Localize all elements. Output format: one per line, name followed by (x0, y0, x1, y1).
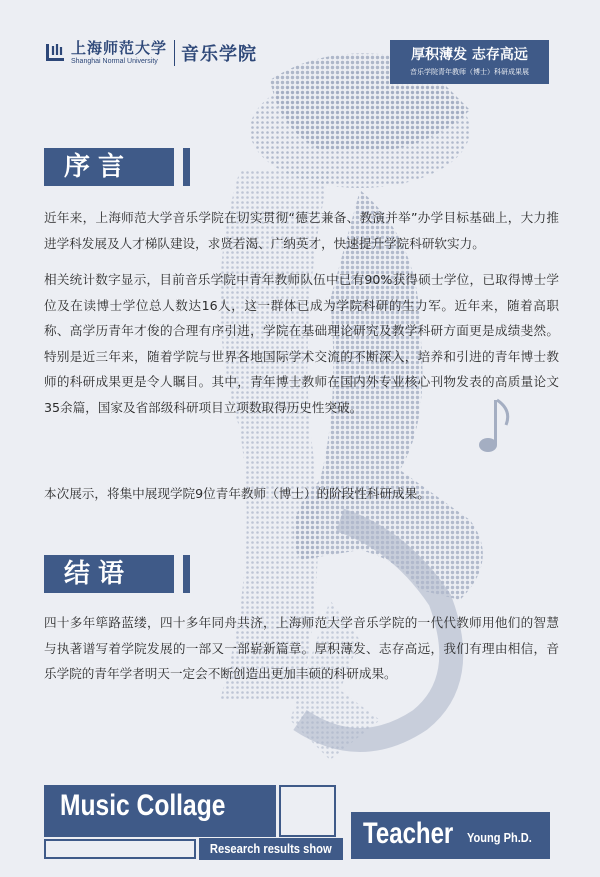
preface-heading: 序言 (44, 148, 174, 186)
music-collage-title: Music Collage (60, 789, 226, 822)
teacher-banner (351, 812, 550, 859)
conclusion-paragraph: 四十多年筚路蓝缕，四十多年同舟共济，上海师范大学音乐学院的一代代教师用他们的智慧与执著谱写着学院发展的一部又一部崭新篇章。厚积薄发、志存高远，我们有理由相信，音乐学院的青年学者明天一定会不断创造出更加丰硕的科研成果。 (44, 615, 559, 682)
conclusion-heading: 结语 (44, 555, 174, 593)
music-collage-banner (44, 785, 276, 837)
exhibition-slogan: 厚积薄发 志存高远 (411, 47, 528, 63)
decorative-outline-bar (44, 839, 196, 859)
university-name-en: Shanghai Normal University (71, 58, 158, 65)
exhibition-tag (390, 40, 549, 84)
preface-paragraph-3: 本次展示，将集中展现学院9位青年教师（博士）的阶段性科研成果。 (44, 486, 430, 501)
teacher-title: Teacher (363, 817, 454, 850)
research-results-banner (199, 838, 343, 860)
teacher-subtitle: Young Ph.D. (467, 830, 532, 845)
decorative-outline-box (279, 785, 336, 837)
department-name: 音乐学院 (181, 44, 258, 65)
logo-divider (174, 40, 175, 66)
preface-paragraph-1: 近年来，上海师范大学音乐学院在切实贯彻“德艺兼备、教演并举”办学目标基础上，大力推进学科发展及人才梯队建设，求贤若渴、广纳英才，快速提升学院科研软实力。 (44, 210, 559, 251)
university-name-cn: 上海师范大学 (71, 39, 168, 57)
exhibition-subtitle: 音乐学院青年教师（博士）科研成果展 (410, 68, 529, 76)
university-logo (44, 40, 257, 66)
preface-paragraph-2: 相关统计数字显示，目前音乐学院中青年教师队伍中已有90%获得硕士学位，已取得博士学位及在读博士学位总人数达16人，这一群体已成为学院科研的生力军。近年来，随着高职称、高学历青年才俊的合理有序引进，学院在基础理论研究及教学科研方面更是成绩斐然。特别是近三年来，随着学院与世界各地国际学术交流的不断深入，培养和引进的青年博士教师的科研成果更是令人瞩目。其中，青年博士教师在国内外专业核心刊物发表的高质量论文35余篇，国家及省部级科研项目立项数取得历史性突破。 (44, 272, 559, 415)
research-results-label: Research results show (210, 841, 332, 856)
university-emblem-icon (44, 41, 66, 65)
